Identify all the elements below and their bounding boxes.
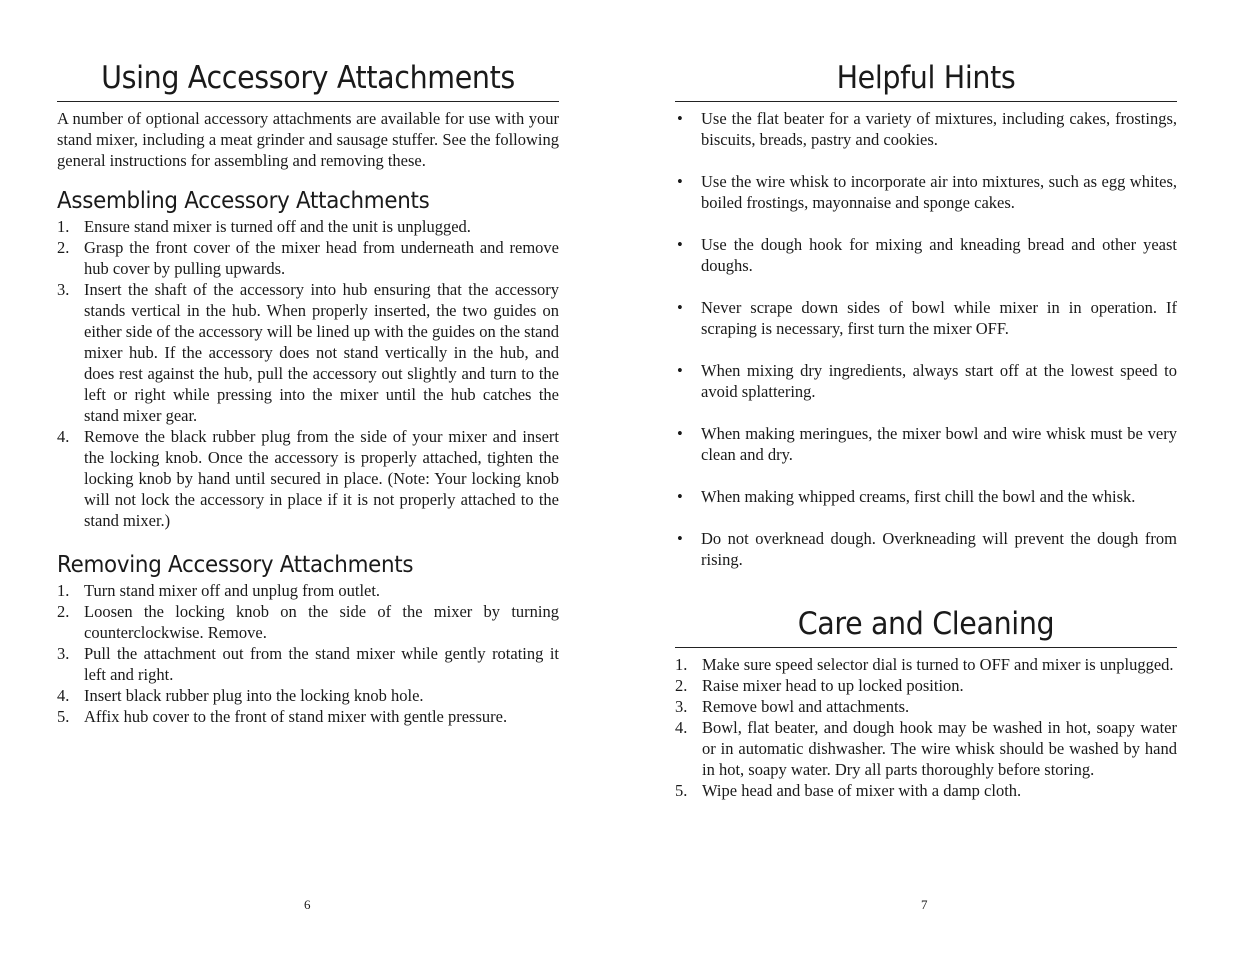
care-title-rule bbox=[675, 604, 1177, 648]
item-number: 1. bbox=[675, 655, 688, 674]
hint-item bbox=[675, 297, 1177, 339]
item-number: 1. bbox=[57, 581, 70, 600]
item-text: Bowl, flat beater, and dough hook may be washed in hot, soapy water or in automatic dishwasher. The wire whisk should be washed by hand in hot, soapy water. Dry all parts thoroughly before storing. bbox=[702, 718, 1177, 779]
hint-item bbox=[675, 486, 1177, 507]
item-text: Make sure speed selector dial is turned to OFF and mixer is unplugged. bbox=[702, 655, 1174, 674]
intro-paragraph: A number of optional accessory attachments are available for use with your stand mixer, including a meat grinder and sausage stuffer. See the following general instructions for assembling and removing these. bbox=[57, 109, 559, 170]
list-item bbox=[675, 654, 1177, 675]
hint-text: Use the dough hook for mixing and kneading bread and other yeast doughs. bbox=[701, 235, 1177, 275]
hint-text: When mixing dry ingredients, always start off at the lowest speed to avoid splattering. bbox=[701, 361, 1177, 401]
assembling-heading: Assembling Accessory Attachments bbox=[57, 188, 430, 214]
hint-text: When making meringues, the mixer bowl and wire whisk must be very clean and dry. bbox=[701, 424, 1177, 464]
bullet: • bbox=[677, 361, 683, 380]
item-text: Grasp the front cover of the mixer head from underneath and remove hub cover by pulling upwards. bbox=[84, 238, 559, 278]
hint-text: Do not overknead dough. Overkneading will prevent the dough from rising. bbox=[701, 529, 1177, 569]
list-item bbox=[675, 696, 1177, 717]
hints-title-rule bbox=[675, 58, 1177, 102]
bullet: • bbox=[677, 172, 683, 191]
item-number: 2. bbox=[57, 602, 70, 621]
hint-item bbox=[675, 108, 1177, 150]
item-number: 4. bbox=[57, 686, 70, 705]
item-number: 3. bbox=[675, 697, 688, 716]
item-text: Affix hub cover to the front of stand mixer with gentle pressure. bbox=[84, 707, 508, 726]
page-number-left: 6 bbox=[304, 897, 311, 912]
removing-heading: Removing Accessory Attachments bbox=[57, 552, 414, 578]
item-number: 3. bbox=[57, 280, 70, 299]
right-page bbox=[675, 58, 1177, 801]
care-list bbox=[675, 654, 1177, 801]
item-text: Wipe head and base of mixer with a damp cloth. bbox=[702, 781, 1022, 800]
bullet: • bbox=[677, 424, 683, 443]
bullet: • bbox=[677, 109, 683, 128]
list-item bbox=[57, 426, 559, 531]
hint-item bbox=[675, 360, 1177, 402]
item-number: 3. bbox=[57, 644, 70, 663]
item-number: 4. bbox=[675, 718, 688, 737]
item-text: Pull the attachment out from the stand mixer while gently rotating it left and right. bbox=[84, 644, 559, 684]
list-item bbox=[57, 237, 559, 279]
list-item bbox=[57, 706, 559, 727]
hint-item bbox=[675, 423, 1177, 465]
item-text: Remove bowl and attachments. bbox=[702, 697, 910, 716]
item-text: Loosen the locking knob on the side of the mixer by turning counterclockwise. Remove. bbox=[84, 602, 559, 642]
hint-item bbox=[675, 528, 1177, 570]
list-item bbox=[57, 279, 559, 426]
page-title-care: Care and Cleaning bbox=[797, 606, 1055, 642]
list-item bbox=[57, 216, 559, 237]
item-text: Raise mixer head to up locked position. bbox=[702, 676, 964, 695]
item-text: Remove the black rubber plug from the side of your mixer and insert the locking knob. Once the accessory is properly attached, tighten the locking knob by hand until secured in place. (Note: Your locking knob will not lock the accessory in place if it is not properly attached to the stand mixer.) bbox=[84, 427, 559, 530]
hint-text: When making whipped creams, first chill the bowl and the whisk. bbox=[701, 487, 1136, 506]
hint-text: Never scrape down sides of bowl while mixer in in operation. If scraping is necessary, first turn the mixer OFF. bbox=[701, 298, 1177, 338]
item-number: 4. bbox=[57, 427, 70, 446]
list-item bbox=[675, 717, 1177, 780]
bullet: • bbox=[677, 529, 683, 548]
list-item bbox=[57, 601, 559, 643]
list-item bbox=[57, 685, 559, 706]
bullet: • bbox=[677, 235, 683, 254]
list-item bbox=[675, 780, 1177, 801]
item-text: Insert black rubber plug into the locking knob hole. bbox=[84, 686, 424, 705]
item-text: Turn stand mixer off and unplug from outlet. bbox=[84, 581, 381, 600]
hint-item bbox=[675, 234, 1177, 276]
hint-text: Use the flat beater for a variety of mixtures, including cakes, frostings, biscuits, breads, pastry and cookies. bbox=[701, 109, 1177, 149]
item-number: 1. bbox=[57, 217, 70, 236]
page-number-right: 7 bbox=[921, 897, 928, 912]
bullet: • bbox=[677, 298, 683, 317]
hints-list bbox=[675, 108, 1177, 570]
item-number: 5. bbox=[57, 707, 70, 726]
item-text: Insert the shaft of the accessory into hub ensuring that the accessory stands vertical in the hub. When properly inserted, the two guides on either side of the accessory will be lined up with the guides on the stand mixer hub. If the accessory does not stand vertically in the hub, and does rest against the hub, pull the accessory out slightly and turn to the left or right while pressing into the mixer until the hub catches the stand mixer gear. bbox=[84, 280, 559, 425]
item-number: 2. bbox=[675, 676, 688, 695]
list-item bbox=[675, 675, 1177, 696]
assembling-list bbox=[57, 216, 559, 531]
page-title-hints: Helpful Hints bbox=[836, 60, 1016, 96]
item-number: 2. bbox=[57, 238, 70, 257]
left-title-rule bbox=[57, 58, 559, 102]
item-number: 5. bbox=[675, 781, 688, 800]
page-title-accessory: Using Accessory Attachments bbox=[101, 60, 515, 96]
item-text: Ensure stand mixer is turned off and the unit is unplugged. bbox=[84, 217, 471, 236]
list-item bbox=[57, 580, 559, 601]
hint-item bbox=[675, 171, 1177, 213]
removing-list bbox=[57, 580, 559, 727]
list-item bbox=[57, 643, 559, 685]
hint-text: Use the wire whisk to incorporate air into mixtures, such as egg whites, boiled frostings, mayonnaise and sponge cakes. bbox=[701, 172, 1177, 212]
bullet: • bbox=[677, 487, 683, 506]
left-page bbox=[57, 58, 559, 727]
